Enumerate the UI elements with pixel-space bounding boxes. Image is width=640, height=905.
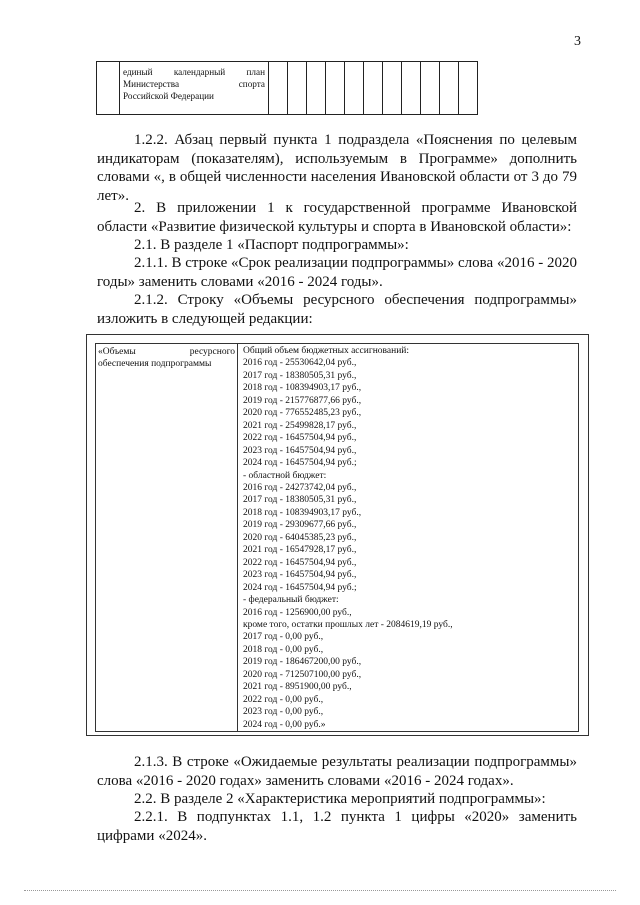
- top-table-empty-cell: [326, 62, 345, 115]
- budget-line: 2018 год - 108394903,17 руб.,: [243, 383, 362, 394]
- budget-line: 2022 год - 16457504,94 руб.,: [243, 557, 357, 568]
- paragraph-2-2: 2.2. В разделе 2 «Характеристика мероприятий подпрограммы»:: [134, 791, 546, 807]
- scan-bottom-edge: [24, 890, 616, 891]
- budget-line: Общий объем бюджетных ассигнований:: [243, 346, 410, 356]
- description-word: Министерства: [123, 79, 180, 89]
- budget-line: 2022 год - 16457504,94 руб.,: [243, 433, 357, 444]
- label-word: обеспечения подпрограммы: [98, 359, 212, 369]
- budget-line: 2024 год - 0,00 руб.»: [243, 719, 326, 730]
- budget-line: 2020 год - 776552485,23 руб.,: [243, 408, 362, 419]
- description-word: единый: [123, 67, 153, 77]
- paragraph-2-1: 2.1. В разделе 1 «Паспорт подпрограммы»:: [134, 237, 409, 253]
- budget-line: 2017 год - 18380505,31 руб.,: [243, 495, 357, 506]
- top-table-row: [97, 62, 478, 115]
- paragraph-2-2-1: 2.2.1. В подпунктах 1.1, 1.2 пункта 1 цифры «2020» заменить цифрами «2024».: [97, 809, 577, 844]
- top-table-empty-cell: [383, 62, 402, 115]
- resource-label: [96, 344, 238, 732]
- description-line: [123, 90, 265, 102]
- top-table-empty-cell: [459, 62, 478, 115]
- budget-line: 2023 год - 16457504,94 руб.,: [243, 570, 357, 581]
- budget-line: 2016 год - 1256900,00 руб.,: [243, 607, 352, 618]
- description-line: [123, 66, 265, 78]
- label-line: [98, 346, 235, 358]
- budget-line: 2022 год - 0,00 руб.,: [243, 694, 324, 705]
- label-word: «Объемы: [98, 347, 136, 357]
- budget-line: 2021 год - 16547928,17 руб.,: [243, 545, 357, 556]
- budget-line: 2016 год - 25530642,04 руб.,: [243, 358, 357, 369]
- paragraph-1-2-2: 1.2.2. Абзац первый пункта 1 подраздела «Пояснения по целевым индикаторам (показателям), используемым в Программе» дополнить словами «, в общей численности населения Ивановской области от 3 до 79 лет».: [97, 132, 577, 204]
- top-table-empty-cell: [269, 62, 288, 115]
- budget-line: 2021 год - 8951900,00 руб.,: [243, 682, 352, 693]
- budget-line: 2021 год - 25499828,17 руб.,: [243, 420, 357, 431]
- budget-line: - федеральный бюджет:: [243, 595, 339, 606]
- budget-line: 2019 год - 29309677,66 руб.,: [243, 520, 357, 531]
- budget-line: 2020 год - 712507100,00 руб.,: [243, 669, 362, 680]
- budget-line: кроме того, остатки прошлых лет - 2084619,19 руб.,: [243, 619, 453, 630]
- top-table-empty-cell: [364, 62, 383, 115]
- label-word: ресурсного: [189, 347, 235, 357]
- description-word: спорта: [238, 79, 265, 89]
- top-table-empty-cell: [345, 62, 364, 115]
- budget-line: 2016 год - 24273742,04 руб.,: [243, 482, 357, 493]
- top-partial-table: [96, 61, 478, 115]
- resource-row: [96, 344, 579, 732]
- label-line: [98, 358, 235, 370]
- description-word: план: [246, 67, 265, 77]
- budget-line: 2023 год - 0,00 руб.,: [243, 707, 324, 718]
- top-table-empty-cell: [421, 62, 440, 115]
- resource-values: [238, 344, 579, 732]
- budget-line: 2024 год - 16457504,94 руб.;: [243, 458, 357, 469]
- budget-line: 2024 год - 16457504,94 руб.;: [243, 582, 357, 593]
- top-table-empty-cell: [288, 62, 307, 115]
- budget-line: - областной бюджет:: [243, 470, 327, 481]
- budget-line: 2018 год - 0,00 руб.,: [243, 644, 324, 655]
- budget-line: 2020 год - 64045385,23 руб.,: [243, 532, 357, 543]
- budget-line: 2018 год - 108394903,17 руб.,: [243, 507, 362, 518]
- paragraph-2: 2. В приложении 1 к государственной программе Ивановской области «Развитие физической культуры и спорта в Ивановской области»:: [97, 200, 577, 235]
- description-line: [123, 78, 265, 90]
- budget-line: 2019 год - 215776877,66 руб.,: [243, 395, 362, 406]
- top-table-description: [120, 62, 269, 115]
- paragraph-2-1-1: 2.1.1. В строке «Срок реализации подпрограммы» слова «2016 - 2020 годы» заменить словами «2016 - 2024 годы».: [97, 255, 577, 290]
- page-number: 3: [574, 34, 581, 49]
- budget-line: 2017 год - 0,00 руб.,: [243, 632, 324, 643]
- budget-line: 2019 год - 186467200,00 руб.,: [243, 657, 362, 668]
- budget-line: 2023 год - 16457504,94 руб.,: [243, 445, 357, 456]
- paragraph-2-1-2: 2.1.2. Строку «Объемы ресурсного обеспечения подпрограммы» изложить в следующей редакции:: [97, 292, 577, 327]
- top-table-empty-cell: [440, 62, 459, 115]
- top-table-empty-cell: [402, 62, 421, 115]
- budget-line: 2017 год - 18380505,31 руб.,: [243, 370, 357, 381]
- description-word: Российской Федерации: [123, 91, 214, 101]
- description-word: календарный: [173, 67, 226, 77]
- resource-table: [95, 343, 579, 732]
- paragraph-2-1-3: 2.1.3. В строке «Ожидаемые результаты реализации подпрограммы» слова «2016 - 2020 годах» заменить словами «2016 - 2024 годах».: [97, 754, 577, 789]
- top-table-empty-cell: [307, 62, 326, 115]
- top-table-cell: [97, 62, 120, 115]
